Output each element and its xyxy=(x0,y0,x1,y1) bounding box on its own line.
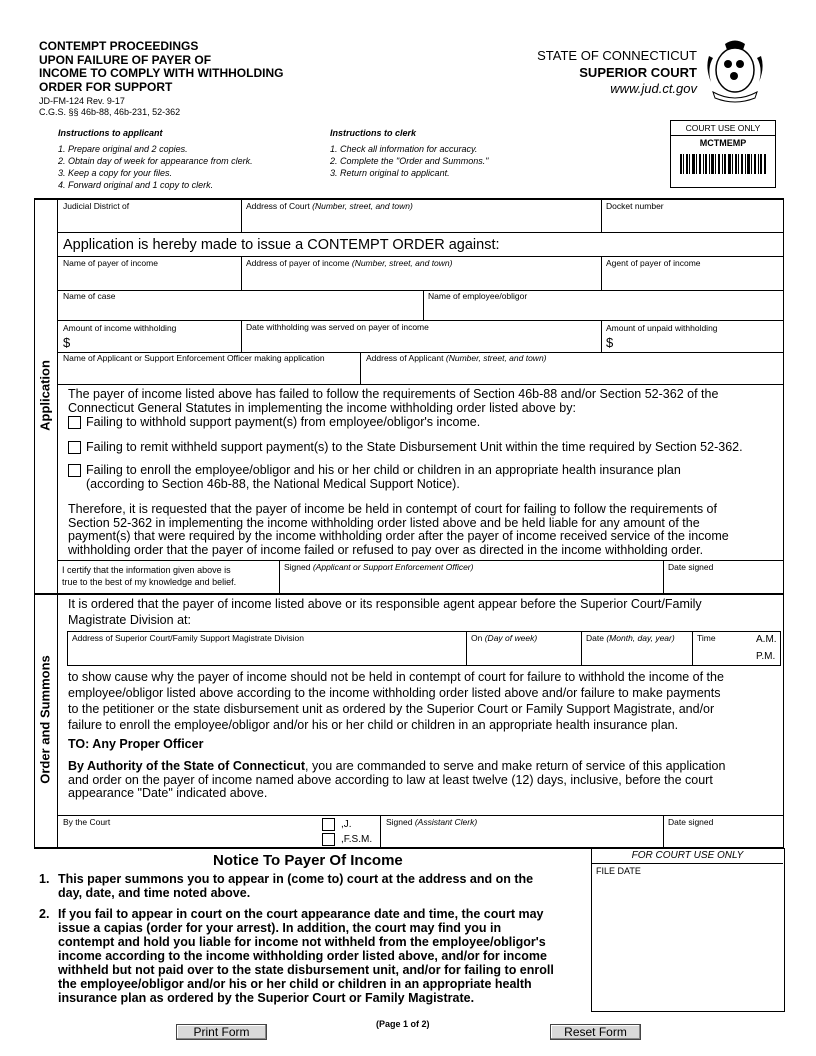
to-officer: TO: Any Proper Officer xyxy=(68,737,204,751)
amount-unpaid-dollar: $ xyxy=(606,335,614,350)
notice-item-1 xyxy=(39,872,533,900)
instruction-item: 1. Check all information for accuracy. xyxy=(330,144,478,154)
clerk-date-signed-field[interactable] xyxy=(666,828,780,845)
notice-item-2 xyxy=(39,907,554,1005)
amount-unpaid-label: Amount of unpaid withholding xyxy=(606,323,718,333)
option-3-checkbox[interactable] xyxy=(68,464,81,477)
statutes: C.G.S. §§ 46b-88, 46b-231, 52-362 xyxy=(39,107,181,117)
agent-label: Agent of payer of income xyxy=(606,258,701,268)
application-heading: Application is hereby made to issue a CONTEMPT ORDER against: xyxy=(63,237,500,253)
failure-intro-line: Connecticut General Statutes in implementing the income withholding order listed above by: xyxy=(68,400,576,415)
applicant-address-hint: (Number, street, and town) xyxy=(445,353,547,363)
payer-address-text: Address of payer of income xyxy=(246,258,350,268)
notice-line: contempt and hold you liable for income not withheld from the employee/obligor's xyxy=(58,935,546,949)
applicant-name-field[interactable] xyxy=(60,365,357,382)
notice-item-2-number: 2. xyxy=(39,907,50,921)
applicant-address-text: Address of Applicant xyxy=(366,353,444,363)
instruction-item: 2. Complete the "Order and Summons." xyxy=(330,156,489,166)
show-cause-paragraph xyxy=(68,669,724,733)
case-name-label: Name of case xyxy=(63,291,116,301)
file-date-label: FILE DATE xyxy=(596,866,641,876)
employee-name-label: Name of employee/obligor xyxy=(428,291,528,301)
court-address-order-field[interactable] xyxy=(70,645,463,663)
judicial-district-field[interactable] xyxy=(60,212,238,230)
failure-intro xyxy=(68,388,718,415)
option-3-line: (according to Section 46b-88, the National Medical Support Notice). xyxy=(86,476,460,491)
form-title xyxy=(39,40,283,94)
agent-field[interactable] xyxy=(604,270,780,288)
state-name: STATE OF CONNECTICUT xyxy=(537,48,697,63)
on-text: On xyxy=(471,633,483,643)
court-address-text: Address of Court xyxy=(246,201,310,211)
on-hint: (Day of week) xyxy=(484,633,538,643)
therefore-paragraph xyxy=(68,503,729,557)
payer-address-label xyxy=(246,258,453,268)
therefore-line: withholding order that the payer of income failed or refused to pay over as directed in the income withholding order. xyxy=(68,542,704,557)
day-of-week-field[interactable] xyxy=(469,645,579,663)
applicant-date-signed-field[interactable] xyxy=(666,574,780,591)
notice-line: income according to the income withholding order listed above, and/or for income xyxy=(58,949,547,963)
page-number: (Page 1 of 2) xyxy=(376,1019,430,1029)
court-use-only-label: FOR COURT USE ONLY xyxy=(631,850,744,861)
option-1-checkbox[interactable] xyxy=(68,416,81,429)
instructions-applicant-title: Instructions to applicant xyxy=(58,128,163,138)
time-label: Time xyxy=(697,633,716,643)
applicant-date-signed-label: Date signed xyxy=(668,562,714,572)
clerk-date-signed-label: Date signed xyxy=(668,817,714,827)
amount-withholding-dollar: $ xyxy=(63,335,71,350)
option-1-label: Failing to withhold support payment(s) from employee/obligor's income. xyxy=(86,415,481,429)
instructions-applicant xyxy=(58,127,253,191)
fsm-label: ,F.S.M. xyxy=(341,834,373,845)
form-title-line: CONTEMPT PROCEEDINGS xyxy=(39,39,199,53)
state-seal-icon xyxy=(703,38,767,104)
show-cause-line: to the petitioner or the state disbursement unit as ordered by the Superior Court or Family Support Magistrate, and/or xyxy=(68,702,715,716)
pm-option[interactable]: P.M. xyxy=(756,651,776,662)
court-address-hint: (Number, street, and town) xyxy=(312,201,413,211)
instructions-clerk-title: Instructions to clerk xyxy=(330,128,417,138)
court-address-label xyxy=(246,201,413,211)
docket-number-field[interactable] xyxy=(604,212,780,230)
instruction-item: 3. Keep a copy for your files. xyxy=(58,168,173,178)
signed-hint: (Applicant or Support Enforcement Officer) xyxy=(312,562,474,572)
payer-address-field[interactable] xyxy=(244,270,598,288)
notice-line: If you fail to appear in court on the court appearance date and time, the court may xyxy=(58,907,544,921)
day-of-week-label xyxy=(471,633,537,643)
amount-withholding-label: Amount of income withholding xyxy=(63,323,177,333)
date-served-label: Date withholding was served on payer of income xyxy=(246,322,429,332)
notice-title: Notice To Payer Of Income xyxy=(213,852,403,869)
form-title-line: UPON FAILURE OF PAYER OF xyxy=(39,52,212,67)
applicant-address-field[interactable] xyxy=(363,365,780,382)
show-cause-line: employee/obligor listed above according to the income withholding order listed above and/or failure to make payments xyxy=(68,686,721,700)
clerk-signature-field[interactable] xyxy=(383,828,660,845)
failure-intro-line: The payer of income listed above has failed to follow the requirements of Section 46b-88 and/or Section 52-362 of the xyxy=(68,387,719,401)
section-label-order: Order and Summons xyxy=(37,655,53,784)
court-name: SUPERIOR COURT xyxy=(579,65,697,80)
therefore-line: Section 52-362 in implementing the income withholding order listed above and be held liable for any amount of the xyxy=(68,515,700,530)
clerk-signed-hint: (Assistant Clerk) xyxy=(414,817,478,827)
judge-label: ,J. xyxy=(341,819,352,830)
notice-line: withheld but not paid over to the state disbursement unit, and/or for failing to enroll xyxy=(58,963,554,977)
court-address-order-label: Address of Superior Court/Family Support Magistrate Division xyxy=(72,633,304,643)
option-2-label: Failing to remit withheld support payment(s) to the State Disbursement Unit within the time required by Section 52-362. xyxy=(86,440,743,454)
certify-line: I certify that the information given above is xyxy=(62,565,231,575)
appearance-date-field[interactable] xyxy=(584,645,690,663)
barcode-icon xyxy=(680,154,766,174)
notice-line: issue a capias (order for your arrest). In addition, the court may find you in xyxy=(58,921,502,935)
therefore-line: payment(s) that were required by the income withholding order after the payer of income received service of the income xyxy=(68,529,729,543)
ordered-line: It is ordered that the payer of income listed above or its responsible agent appear before the Superior Court/Family xyxy=(68,597,702,611)
am-option[interactable]: A.M. xyxy=(756,634,777,645)
appearance-date-label xyxy=(586,633,675,643)
judicial-district-label: Judicial District of xyxy=(63,201,130,211)
applicant-name-label: Name of Applicant or Support Enforcement Officer making application xyxy=(63,353,325,363)
amount-unpaid-field[interactable] xyxy=(617,334,780,350)
instruction-item: 3. Return original to applicant. xyxy=(330,168,450,178)
ordered-paragraph xyxy=(68,598,702,627)
payer-name-label: Name of payer of income xyxy=(63,258,158,268)
certify-text xyxy=(62,564,236,588)
authority-paragraph xyxy=(68,760,725,801)
notice-line: This paper summons you to appear in (come to) court at the address and on the xyxy=(58,872,534,886)
notice-line: the employee/obligor and/or his or her child or children in an appropriate health xyxy=(58,977,532,991)
time-field[interactable] xyxy=(695,645,750,663)
authority-rest: , you are commanded to serve and make return of service of this application xyxy=(305,759,726,773)
notice-line: day, date, and time noted above. xyxy=(58,886,251,900)
date-text: Date xyxy=(586,633,604,643)
instruction-item: 2. Obtain day of week for appearance from clerk. xyxy=(58,156,253,166)
notice-item-1-number: 1. xyxy=(39,872,50,886)
option-2-checkbox[interactable] xyxy=(68,441,81,454)
date-served-field[interactable] xyxy=(244,334,598,350)
instructions-clerk xyxy=(330,127,488,179)
instruction-item: 1. Prepare original and 2 copies. xyxy=(58,144,188,154)
authority-line: appearance "Date" indicated above. xyxy=(68,786,268,800)
payer-name-field[interactable] xyxy=(60,270,238,288)
court-use-code: MCTMEMP xyxy=(699,138,747,148)
section-label-application: Application xyxy=(37,360,53,431)
payer-address-hint: (Number, street, and town) xyxy=(351,258,453,268)
notice-line: insurance plan as ordered by the Superior Court or Family Magistrate. xyxy=(58,991,475,1005)
instruction-item: 4. Forward original and 1 copy to clerk. xyxy=(58,180,214,190)
clerk-signed-label xyxy=(386,817,477,827)
case-name-field[interactable] xyxy=(60,302,420,318)
court-address-field[interactable] xyxy=(244,212,598,230)
applicant-signed-label xyxy=(284,562,473,572)
date-hint: (Month, day, year) xyxy=(606,633,675,643)
fsm-checkbox[interactable] xyxy=(322,833,335,846)
show-cause-line: to show cause why the payer of income should not be held in contempt of court for failure to withhold the income of the xyxy=(68,670,724,684)
applicant-signature-field[interactable] xyxy=(282,574,660,591)
docket-number-label: Docket number xyxy=(606,201,664,211)
ordered-line: Magistrate Division at: xyxy=(68,612,191,627)
authority-line: and order on the payer of income named above according to law at least twelve (12) days, inclusive, before the court xyxy=(68,772,713,787)
certify-line: true to the best of my knowledge and belief. xyxy=(62,577,237,587)
form-title-line: INCOME TO COMPLY WITH WITHHOLDING xyxy=(39,66,284,80)
option-3-line: Failing to enroll the employee/obligor and his or her child or children in an appropriate health insurance plan xyxy=(86,463,681,477)
print-form-button[interactable]: Print Form xyxy=(176,1024,267,1040)
court-use-label: COURT USE ONLY xyxy=(685,123,761,133)
authority-bold: By Authority of the State of Connecticut xyxy=(68,759,306,773)
authority-line xyxy=(68,760,725,774)
show-cause-line: failure to enroll the employee/obligor and/or his or her child or children in an appropriate health insurance plan. xyxy=(68,718,679,732)
website: www.jud.ct.gov xyxy=(610,81,697,96)
by-court-field[interactable] xyxy=(60,828,318,845)
employee-name-field[interactable] xyxy=(426,302,780,318)
option-3-label xyxy=(86,464,681,491)
form-number: JD-FM-124 Rev. 9-17 xyxy=(39,96,125,106)
reset-form-button[interactable]: Reset Form xyxy=(550,1024,641,1040)
therefore-line: Therefore, it is requested that the payer of income be held in contempt of court for failing to follow the requirements of xyxy=(68,502,717,516)
amount-withholding-field[interactable] xyxy=(74,334,238,350)
clerk-signed-text: Signed xyxy=(386,817,413,827)
signed-text: Signed xyxy=(284,562,311,572)
judge-checkbox[interactable] xyxy=(322,818,335,831)
court-use-box xyxy=(670,120,776,188)
form-title-line: ORDER FOR SUPPORT xyxy=(39,79,173,94)
by-court-label: By the Court xyxy=(63,817,111,827)
applicant-address-label xyxy=(366,353,547,363)
